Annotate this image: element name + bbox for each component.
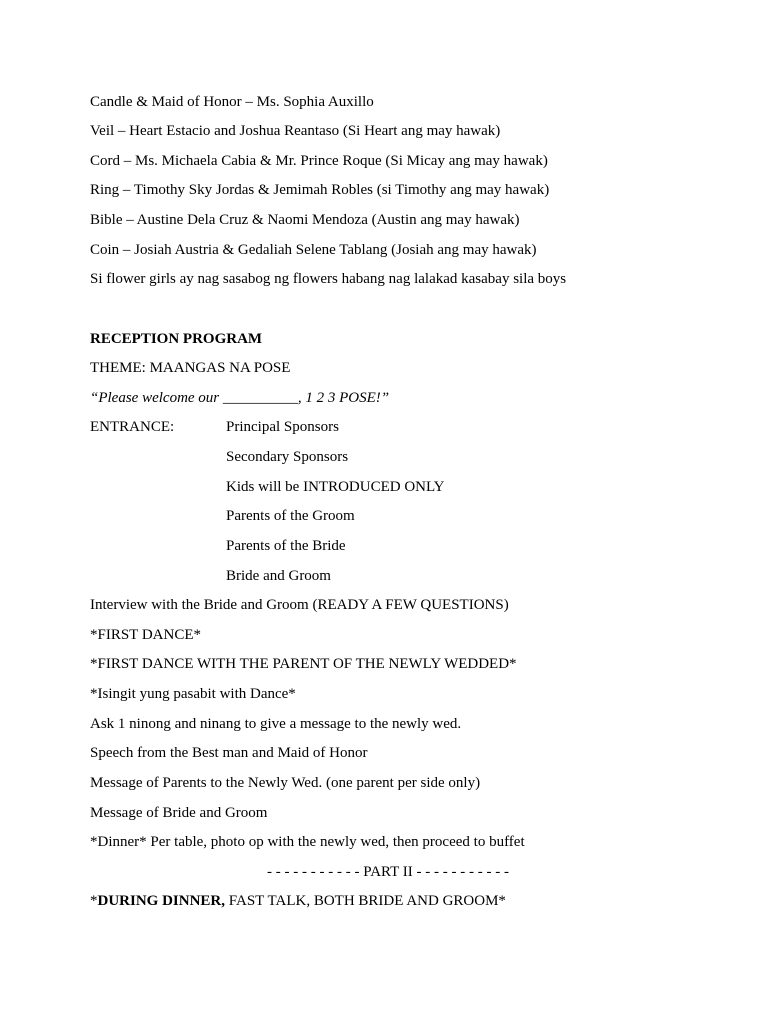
entrance-item: Secondary Sponsors [226, 449, 349, 465]
during-dinner-rest: FAST TALK, BOTH BRIDE AND GROOM* [225, 893, 506, 909]
entrance-item: Bride and Groom [226, 568, 331, 584]
entrance-item: Parents of the Bride [226, 538, 346, 554]
during-dinner-line [90, 891, 506, 911]
during-dinner-bold: DURING DINNER, [97, 893, 226, 909]
entourage-candle: Candle & Maid of Honor – Ms. Sophia Auxillo [90, 94, 374, 110]
during-dinner-prefix: * [90, 893, 98, 909]
program-item: *FIRST DANCE* [90, 627, 201, 643]
entrance-item: Principal Sponsors [226, 419, 339, 435]
entourage-cord: Cord – Ms. Michaela Cabia & Mr. Prince Roque (Si Micay ang may hawak) [90, 153, 548, 169]
entourage-coin: Coin – Josiah Austria & Gedaliah Selene Tablang (Josiah ang may hawak) [90, 242, 537, 258]
program-item: *Dinner* Per table, photo op with the newly wed, then proceed to buffet [90, 834, 525, 850]
entourage-veil: Veil – Heart Estacio and Joshua Reantaso (Si Heart ang may hawak) [90, 123, 501, 139]
program-item: Message of Bride and Groom [90, 805, 268, 821]
reception-heading: RECEPTION PROGRAM [90, 331, 263, 347]
entourage-flower-girls: Si flower girls ay nag sasabog ng flowers habang nag lalakad kasabay sila boys [90, 271, 567, 287]
program-item: Speech from the Best man and Maid of Honor [90, 745, 368, 761]
part-divider: - - - - - - - - - - - PART II - - - - - - - - - - - [267, 864, 509, 880]
reception-theme: THEME: MAANGAS NA POSE [90, 360, 291, 376]
entourage-ring: Ring – Timothy Sky Jordas & Jemimah Robles (si Timothy ang may hawak) [90, 182, 550, 198]
entrance-item: Parents of the Groom [226, 508, 355, 524]
welcome-quote: “Please welcome our __________, 1 2 3 POSE!” [90, 390, 390, 406]
program-item: *Isingit yung pasabit with Dance* [90, 686, 296, 702]
entourage-bible: Bible – Austine Dela Cruz & Naomi Mendoza (Austin ang may hawak) [90, 212, 520, 228]
program-item: Ask 1 ninong and ninang to give a message to the newly wed. [90, 716, 462, 732]
entrance-label: ENTRANCE: [90, 419, 175, 435]
program-item: *FIRST DANCE WITH THE PARENT OF THE NEWLY WEDDED* [90, 656, 517, 672]
program-item: Message of Parents to the Newly Wed. (one parent per side only) [90, 775, 481, 791]
program-item: Interview with the Bride and Groom (READY A FEW QUESTIONS) [90, 597, 509, 613]
entrance-item: Kids will be INTRODUCED ONLY [226, 479, 445, 495]
